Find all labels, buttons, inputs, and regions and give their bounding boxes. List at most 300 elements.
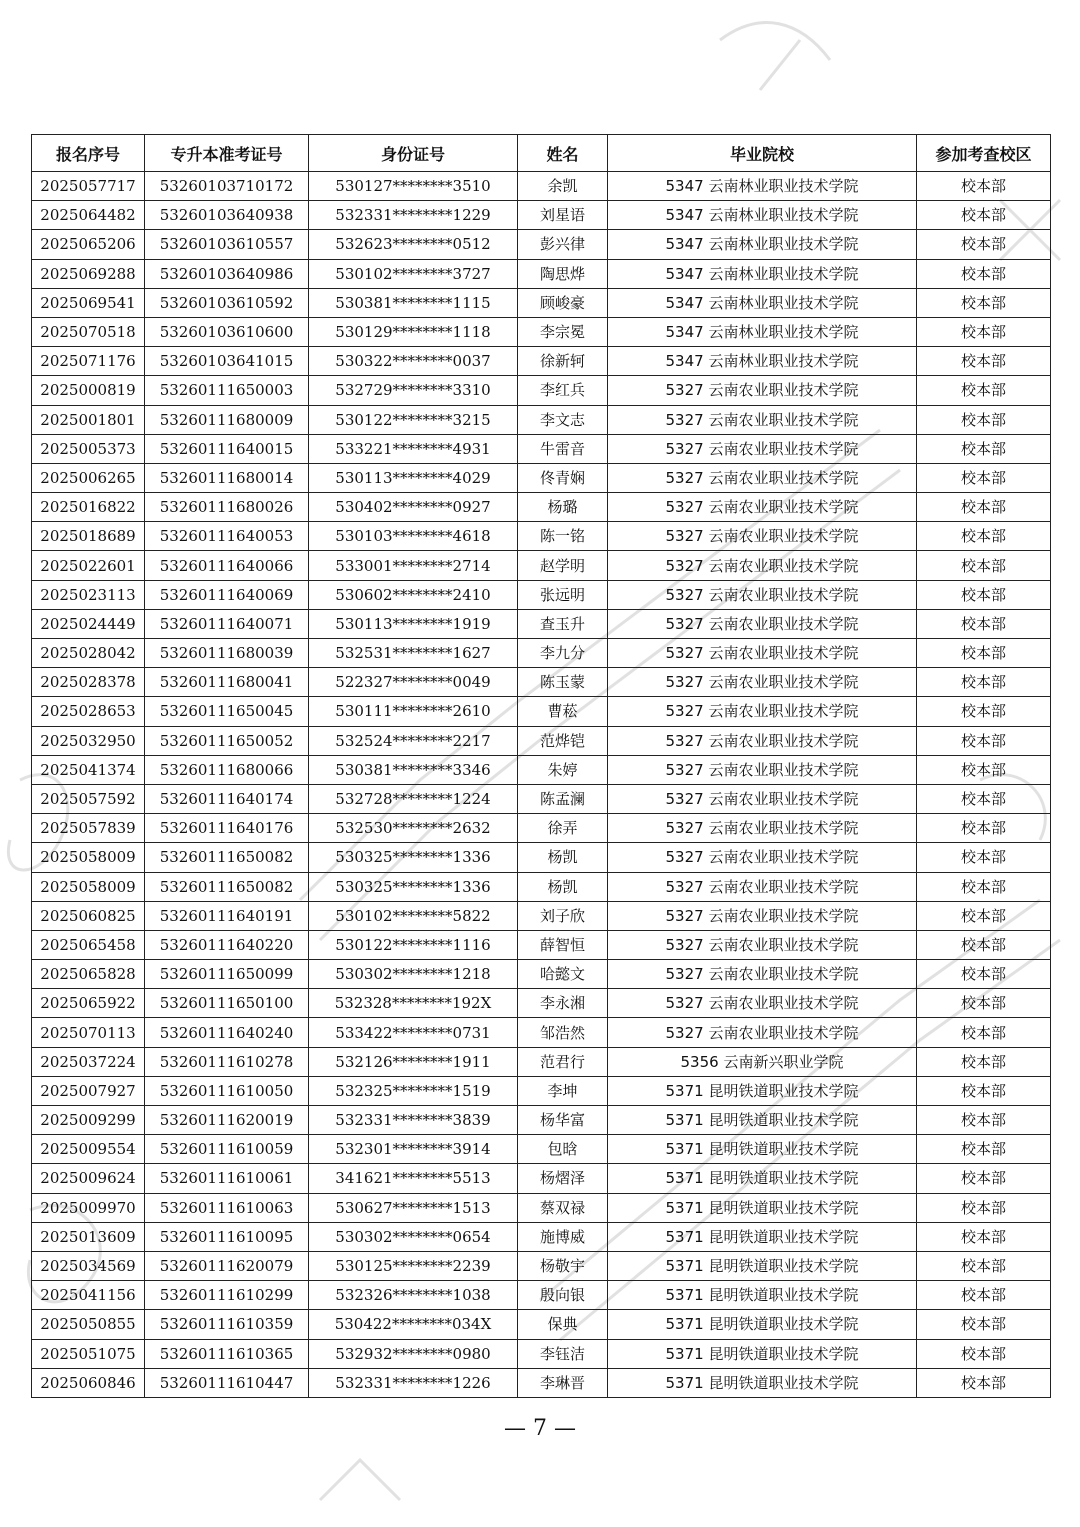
school-cell: 5371 昆明铁道职业技术学院 — [608, 1339, 917, 1368]
school-cell: 5327 云南农业职业技术学院 — [608, 726, 917, 755]
exam-ticket-cell: 53260103610600 — [145, 317, 309, 346]
exam-ticket-cell: 53260111680041 — [145, 668, 309, 697]
exam-ticket-cell: 53260111610063 — [145, 1193, 309, 1222]
school-cell: 5371 昆明铁道职业技术学院 — [608, 1281, 917, 1310]
table-row — [32, 259, 1051, 288]
table-row — [32, 639, 1051, 668]
school-cell: 5371 昆明铁道职业技术学院 — [608, 1135, 917, 1164]
name-cell: 佟青娴 — [518, 463, 608, 492]
name-cell: 陈玉蒙 — [518, 668, 608, 697]
campus-cell: 校本部 — [917, 784, 1051, 813]
exam-ticket-cell: 53260111640240 — [145, 1018, 309, 1047]
id-number-cell: 533422********0731 — [309, 1018, 518, 1047]
table-row — [32, 784, 1051, 813]
registration-no-cell: 2025064482 — [32, 201, 145, 230]
campus-cell: 校本部 — [917, 230, 1051, 259]
id-number-cell: 530125********2239 — [309, 1251, 518, 1280]
school-cell: 5371 昆明铁道职业技术学院 — [608, 1106, 917, 1135]
school-cell: 5347 云南林业职业技术学院 — [608, 230, 917, 259]
school-cell: 5347 云南林业职业技术学院 — [608, 347, 917, 376]
table-row — [32, 551, 1051, 580]
table-row — [32, 843, 1051, 872]
table-row — [32, 1164, 1051, 1193]
registration-no-cell: 2025065828 — [32, 960, 145, 989]
school-cell: 5327 云南农业职业技术学院 — [608, 901, 917, 930]
id-number-cell: 533001********2714 — [309, 551, 518, 580]
school-cell: 5327 云南农业职业技术学院 — [608, 639, 917, 668]
registration-no-cell: 2025023113 — [32, 580, 145, 609]
col-id-number: 身份证号 — [309, 135, 518, 172]
col-registration-no: 报名序号 — [32, 135, 145, 172]
id-number-cell: 530325********1336 — [309, 843, 518, 872]
school-cell: 5327 云南农业职业技术学院 — [608, 1018, 917, 1047]
school-cell: 5356 云南新兴职业学院 — [608, 1047, 917, 1076]
table-row — [32, 1106, 1051, 1135]
exam-ticket-cell: 53260111680026 — [145, 493, 309, 522]
id-number-cell: 530122********3215 — [309, 405, 518, 434]
id-number-cell: 532531********1627 — [309, 639, 518, 668]
id-number-cell: 341621********5513 — [309, 1164, 518, 1193]
campus-cell: 校本部 — [917, 1251, 1051, 1280]
campus-cell: 校本部 — [917, 347, 1051, 376]
name-cell: 赵学明 — [518, 551, 608, 580]
campus-cell: 校本部 — [917, 463, 1051, 492]
id-number-cell: 530113********4029 — [309, 463, 518, 492]
school-cell: 5371 昆明铁道职业技术学院 — [608, 1076, 917, 1105]
table-row — [32, 463, 1051, 492]
name-cell: 杨璐 — [518, 493, 608, 522]
campus-cell: 校本部 — [917, 814, 1051, 843]
table-row — [32, 1222, 1051, 1251]
exam-ticket-cell: 53260111650003 — [145, 376, 309, 405]
school-cell: 5327 云南农业职业技术学院 — [608, 376, 917, 405]
table-row — [32, 1018, 1051, 1047]
exam-ticket-cell: 53260111610299 — [145, 1281, 309, 1310]
school-cell: 5327 云南农业职业技术学院 — [608, 843, 917, 872]
col-graduation-school: 毕业院校 — [608, 135, 917, 172]
exam-ticket-cell: 53260111680039 — [145, 639, 309, 668]
exam-ticket-cell: 53260103641015 — [145, 347, 309, 376]
name-cell: 陈一铭 — [518, 522, 608, 551]
campus-cell: 校本部 — [917, 1281, 1051, 1310]
campus-cell: 校本部 — [917, 1018, 1051, 1047]
id-number-cell: 530627********1513 — [309, 1193, 518, 1222]
registration-no-cell: 2025069541 — [32, 288, 145, 317]
exam-ticket-cell: 53260103710172 — [145, 172, 309, 201]
campus-cell: 校本部 — [917, 172, 1051, 201]
table-header — [32, 135, 1051, 172]
school-cell: 5327 云南农业职业技术学院 — [608, 580, 917, 609]
exam-ticket-cell: 53260103610557 — [145, 230, 309, 259]
exam-ticket-cell: 53260111650045 — [145, 697, 309, 726]
school-cell: 5347 云南林业职业技术学院 — [608, 317, 917, 346]
name-cell: 陈孟澜 — [518, 784, 608, 813]
exam-ticket-cell: 53260111650052 — [145, 726, 309, 755]
school-cell: 5371 昆明铁道职业技术学院 — [608, 1193, 917, 1222]
id-number-cell: 530103********4618 — [309, 522, 518, 551]
name-cell: 徐弄 — [518, 814, 608, 843]
school-cell: 5327 云南农业职业技术学院 — [608, 668, 917, 697]
name-cell: 范君行 — [518, 1047, 608, 1076]
table-row — [32, 960, 1051, 989]
table-body — [32, 172, 1051, 1398]
registration-no-cell: 2025060825 — [32, 901, 145, 930]
campus-cell: 校本部 — [917, 551, 1051, 580]
school-cell: 5347 云南林业职业技术学院 — [608, 259, 917, 288]
table-row — [32, 288, 1051, 317]
id-number-cell: 532331********1229 — [309, 201, 518, 230]
name-cell: 顾峻豪 — [518, 288, 608, 317]
campus-cell: 校本部 — [917, 405, 1051, 434]
exam-ticket-cell: 53260111610061 — [145, 1164, 309, 1193]
table-row — [32, 405, 1051, 434]
registration-no-cell: 2025009624 — [32, 1164, 145, 1193]
school-cell: 5327 云南农业职业技术学院 — [608, 784, 917, 813]
registration-no-cell: 2025058009 — [32, 843, 145, 872]
id-number-cell: 530129********1118 — [309, 317, 518, 346]
campus-cell: 校本部 — [917, 726, 1051, 755]
name-cell: 范烨铠 — [518, 726, 608, 755]
registration-no-cell: 2025071176 — [32, 347, 145, 376]
id-number-cell: 530402********0927 — [309, 493, 518, 522]
registration-no-cell: 2025013609 — [32, 1222, 145, 1251]
registration-no-cell: 2025057839 — [32, 814, 145, 843]
exam-ticket-cell: 53260111620079 — [145, 1251, 309, 1280]
name-cell: 邹浩然 — [518, 1018, 608, 1047]
id-number-cell: 533221********4931 — [309, 434, 518, 463]
school-cell: 5327 云南农业职业技术学院 — [608, 463, 917, 492]
id-number-cell: 530302********0654 — [309, 1222, 518, 1251]
table-row — [32, 1076, 1051, 1105]
exam-ticket-cell: 53260111650099 — [145, 960, 309, 989]
name-cell: 张远明 — [518, 580, 608, 609]
name-cell: 李红兵 — [518, 376, 608, 405]
id-number-cell: 532328********192X — [309, 989, 518, 1018]
id-number-cell: 530422********034X — [309, 1310, 518, 1339]
campus-cell: 校本部 — [917, 1222, 1051, 1251]
registration-no-cell: 2025070113 — [32, 1018, 145, 1047]
table-row — [32, 376, 1051, 405]
exam-ticket-cell: 53260111640174 — [145, 784, 309, 813]
table-row — [32, 580, 1051, 609]
exam-ticket-cell: 53260103640986 — [145, 259, 309, 288]
table-row — [32, 493, 1051, 522]
school-cell: 5327 云南农业职业技术学院 — [608, 609, 917, 638]
school-cell: 5371 昆明铁道职业技术学院 — [608, 1222, 917, 1251]
registration-no-cell: 2025016822 — [32, 493, 145, 522]
exam-ticket-cell: 53260111640053 — [145, 522, 309, 551]
table-row — [32, 1047, 1051, 1076]
name-cell: 杨华富 — [518, 1106, 608, 1135]
table-row — [32, 814, 1051, 843]
exam-ticket-cell: 53260111650082 — [145, 843, 309, 872]
name-cell: 李宗冕 — [518, 317, 608, 346]
table-row — [32, 201, 1051, 230]
campus-cell: 校本部 — [917, 1310, 1051, 1339]
table-row — [32, 1281, 1051, 1310]
exam-ticket-cell: 53260111620019 — [145, 1106, 309, 1135]
exam-ticket-cell: 53260111610359 — [145, 1310, 309, 1339]
exam-ticket-cell: 53260111640220 — [145, 930, 309, 959]
campus-cell: 校本部 — [917, 493, 1051, 522]
name-cell: 刘星语 — [518, 201, 608, 230]
id-number-cell: 532623********0512 — [309, 230, 518, 259]
name-cell: 李九分 — [518, 639, 608, 668]
table-row — [32, 989, 1051, 1018]
campus-cell: 校本部 — [917, 288, 1051, 317]
id-number-cell: 530122********1116 — [309, 930, 518, 959]
campus-cell: 校本部 — [917, 376, 1051, 405]
name-cell: 朱婷 — [518, 755, 608, 784]
registration-no-cell: 2025009554 — [32, 1135, 145, 1164]
id-number-cell: 532301********3914 — [309, 1135, 518, 1164]
registration-no-cell: 2025007927 — [32, 1076, 145, 1105]
admission-roster-table — [31, 134, 1051, 1398]
campus-cell: 校本部 — [917, 843, 1051, 872]
id-number-cell: 522327********0049 — [309, 668, 518, 697]
exam-ticket-cell: 53260111610365 — [145, 1339, 309, 1368]
table-row — [32, 930, 1051, 959]
name-cell: 杨敬宇 — [518, 1251, 608, 1280]
campus-cell: 校本部 — [917, 580, 1051, 609]
id-number-cell: 532728********1224 — [309, 784, 518, 813]
id-number-cell: 532325********1519 — [309, 1076, 518, 1105]
school-cell: 5371 昆明铁道职业技术学院 — [608, 1310, 917, 1339]
exam-ticket-cell: 53260111640015 — [145, 434, 309, 463]
name-cell: 刘子欣 — [518, 901, 608, 930]
registration-no-cell: 2025034569 — [32, 1251, 145, 1280]
id-number-cell: 530113********1919 — [309, 609, 518, 638]
school-cell: 5327 云南农业职业技术学院 — [608, 814, 917, 843]
campus-cell: 校本部 — [917, 639, 1051, 668]
exam-ticket-cell: 53260111610447 — [145, 1368, 309, 1397]
campus-cell: 校本部 — [917, 434, 1051, 463]
school-cell: 5327 云南农业职业技术学院 — [608, 405, 917, 434]
table-row — [32, 522, 1051, 551]
table-row — [32, 901, 1051, 930]
registration-no-cell: 2025051075 — [32, 1339, 145, 1368]
exam-ticket-cell: 53260111680066 — [145, 755, 309, 784]
registration-no-cell: 2025065922 — [32, 989, 145, 1018]
registration-no-cell: 2025070518 — [32, 317, 145, 346]
name-cell: 曹菘 — [518, 697, 608, 726]
exam-ticket-cell: 53260111680009 — [145, 405, 309, 434]
table-row — [32, 697, 1051, 726]
school-cell: 5327 云南农业职业技术学院 — [608, 989, 917, 1018]
col-exam-ticket-no: 专升本准考证号 — [145, 135, 309, 172]
id-number-cell: 532331********3839 — [309, 1106, 518, 1135]
campus-cell: 校本部 — [917, 259, 1051, 288]
campus-cell: 校本部 — [917, 1339, 1051, 1368]
campus-cell: 校本部 — [917, 609, 1051, 638]
name-cell: 保典 — [518, 1310, 608, 1339]
registration-no-cell: 2025032950 — [32, 726, 145, 755]
name-cell: 陶思烨 — [518, 259, 608, 288]
table-row — [32, 172, 1051, 201]
exam-ticket-cell: 53260111650100 — [145, 989, 309, 1018]
name-cell: 杨熠泽 — [518, 1164, 608, 1193]
registration-no-cell: 2025060846 — [32, 1368, 145, 1397]
campus-cell: 校本部 — [917, 989, 1051, 1018]
school-cell: 5371 昆明铁道职业技术学院 — [608, 1251, 917, 1280]
registration-no-cell: 2025069288 — [32, 259, 145, 288]
campus-cell: 校本部 — [917, 1193, 1051, 1222]
exam-ticket-cell: 53260111610050 — [145, 1076, 309, 1105]
id-number-cell: 532331********1226 — [309, 1368, 518, 1397]
col-name: 姓名 — [518, 135, 608, 172]
campus-cell: 校本部 — [917, 697, 1051, 726]
col-exam-campus: 参加考查校区 — [917, 135, 1051, 172]
id-number-cell: 530127********3510 — [309, 172, 518, 201]
registration-no-cell: 2025000819 — [32, 376, 145, 405]
campus-cell: 校本部 — [917, 901, 1051, 930]
registration-no-cell: 2025028042 — [32, 639, 145, 668]
campus-cell: 校本部 — [917, 872, 1051, 901]
id-number-cell: 530302********1218 — [309, 960, 518, 989]
id-number-cell: 532326********1038 — [309, 1281, 518, 1310]
registration-no-cell: 2025028653 — [32, 697, 145, 726]
name-cell: 施博威 — [518, 1222, 608, 1251]
table-row — [32, 1135, 1051, 1164]
name-cell: 查玉升 — [518, 609, 608, 638]
name-cell: 牛雷音 — [518, 434, 608, 463]
school-cell: 5327 云南农业职业技术学院 — [608, 551, 917, 580]
exam-ticket-cell: 53260103640938 — [145, 201, 309, 230]
exam-ticket-cell: 53260111610095 — [145, 1222, 309, 1251]
school-cell: 5327 云南农业职业技术学院 — [608, 522, 917, 551]
registration-no-cell: 2025001801 — [32, 405, 145, 434]
registration-no-cell: 2025057717 — [32, 172, 145, 201]
school-cell: 5371 昆明铁道职业技术学院 — [608, 1164, 917, 1193]
school-cell: 5327 云南农业职业技术学院 — [608, 434, 917, 463]
exam-ticket-cell: 53260111650082 — [145, 872, 309, 901]
id-number-cell: 530381********1115 — [309, 288, 518, 317]
id-number-cell: 530602********2410 — [309, 580, 518, 609]
table-row — [32, 434, 1051, 463]
school-cell: 5347 云南林业职业技术学院 — [608, 201, 917, 230]
campus-cell: 校本部 — [917, 201, 1051, 230]
campus-cell: 校本部 — [917, 755, 1051, 784]
exam-ticket-cell: 53260111640069 — [145, 580, 309, 609]
school-cell: 5327 云南农业职业技术学院 — [608, 493, 917, 522]
exam-ticket-cell: 53260111610059 — [145, 1135, 309, 1164]
name-cell: 李琳晋 — [518, 1368, 608, 1397]
name-cell: 杨凯 — [518, 872, 608, 901]
name-cell: 哈懿文 — [518, 960, 608, 989]
exam-ticket-cell: 53260111680014 — [145, 463, 309, 492]
page-number: — 7 — — [504, 1416, 576, 1441]
registration-no-cell: 2025058009 — [32, 872, 145, 901]
table-row — [32, 347, 1051, 376]
table-row — [32, 872, 1051, 901]
name-cell: 殷向银 — [518, 1281, 608, 1310]
campus-cell: 校本部 — [917, 1368, 1051, 1397]
campus-cell: 校本部 — [917, 1135, 1051, 1164]
id-number-cell: 532524********2217 — [309, 726, 518, 755]
school-cell: 5327 云南农业职业技术学院 — [608, 755, 917, 784]
id-number-cell: 532126********1911 — [309, 1047, 518, 1076]
table-row — [32, 609, 1051, 638]
registration-no-cell: 2025009970 — [32, 1193, 145, 1222]
exam-ticket-cell: 53260111640176 — [145, 814, 309, 843]
id-number-cell: 532932********0980 — [309, 1339, 518, 1368]
table-row — [32, 1368, 1051, 1397]
registration-no-cell: 2025022601 — [32, 551, 145, 580]
school-cell: 5371 昆明铁道职业技术学院 — [608, 1368, 917, 1397]
registration-no-cell: 2025018689 — [32, 522, 145, 551]
table-row — [32, 1251, 1051, 1280]
registration-no-cell: 2025006265 — [32, 463, 145, 492]
name-cell: 余凯 — [518, 172, 608, 201]
table-row — [32, 755, 1051, 784]
campus-cell: 校本部 — [917, 522, 1051, 551]
registration-no-cell: 2025057592 — [32, 784, 145, 813]
registration-no-cell: 2025009299 — [32, 1106, 145, 1135]
name-cell: 杨凯 — [518, 843, 608, 872]
school-cell: 5347 云南林业职业技术学院 — [608, 172, 917, 201]
school-cell: 5327 云南农业职业技术学院 — [608, 872, 917, 901]
campus-cell: 校本部 — [917, 930, 1051, 959]
name-cell: 徐新轲 — [518, 347, 608, 376]
name-cell: 李永湘 — [518, 989, 608, 1018]
table-row — [32, 1339, 1051, 1368]
id-number-cell: 530102********3727 — [309, 259, 518, 288]
name-cell: 李钰洁 — [518, 1339, 608, 1368]
id-number-cell: 530325********1336 — [309, 872, 518, 901]
registration-no-cell: 2025041374 — [32, 755, 145, 784]
registration-no-cell: 2025037224 — [32, 1047, 145, 1076]
table-row — [32, 726, 1051, 755]
name-cell: 李文志 — [518, 405, 608, 434]
id-number-cell: 530102********5822 — [309, 901, 518, 930]
name-cell: 李坤 — [518, 1076, 608, 1105]
school-cell: 5347 云南林业职业技术学院 — [608, 288, 917, 317]
table-row — [32, 317, 1051, 346]
table-row — [32, 1310, 1051, 1339]
school-cell: 5327 云南农业职业技术学院 — [608, 960, 917, 989]
campus-cell: 校本部 — [917, 1076, 1051, 1105]
exam-ticket-cell: 53260103610592 — [145, 288, 309, 317]
exam-ticket-cell: 53260111610278 — [145, 1047, 309, 1076]
school-cell: 5327 云南农业职业技术学院 — [608, 697, 917, 726]
id-number-cell: 532530********2632 — [309, 814, 518, 843]
header-row — [32, 135, 1051, 172]
exam-ticket-cell: 53260111640071 — [145, 609, 309, 638]
name-cell: 薛智恒 — [518, 930, 608, 959]
name-cell: 彭兴律 — [518, 230, 608, 259]
registration-no-cell: 2025041156 — [32, 1281, 145, 1310]
id-number-cell: 530381********3346 — [309, 755, 518, 784]
registration-no-cell: 2025024449 — [32, 609, 145, 638]
campus-cell: 校本部 — [917, 1106, 1051, 1135]
registration-no-cell: 2025005373 — [32, 434, 145, 463]
name-cell: 包晗 — [518, 1135, 608, 1164]
table-row — [32, 668, 1051, 697]
campus-cell: 校本部 — [917, 668, 1051, 697]
exam-ticket-cell: 53260111640066 — [145, 551, 309, 580]
exam-ticket-cell: 53260111640191 — [145, 901, 309, 930]
school-cell: 5327 云南农业职业技术学院 — [608, 930, 917, 959]
campus-cell: 校本部 — [917, 960, 1051, 989]
table-row — [32, 1193, 1051, 1222]
registration-no-cell: 2025028378 — [32, 668, 145, 697]
campus-cell: 校本部 — [917, 1164, 1051, 1193]
id-number-cell: 530111********2610 — [309, 697, 518, 726]
id-number-cell: 532729********3310 — [309, 376, 518, 405]
id-number-cell: 530322********0037 — [309, 347, 518, 376]
name-cell: 蔡双禄 — [518, 1193, 608, 1222]
table-row — [32, 230, 1051, 259]
